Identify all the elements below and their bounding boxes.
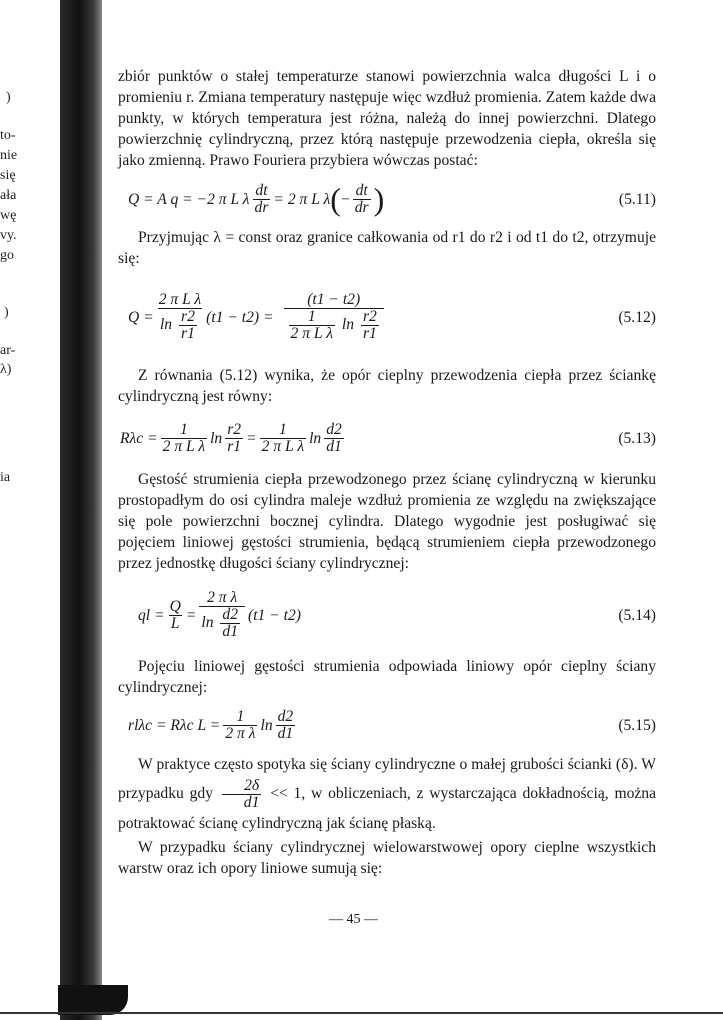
equation-number: (5.12) xyxy=(618,308,656,326)
equation-5-14: ql = $\frac{Q}{L}$ = 2 π λ ln $\frac{d2}{d1}$ (t1 − t2) (5.14) xyxy=(138,589,656,640)
page-bottom-edge xyxy=(0,1012,723,1014)
margin-fragment: ar- xyxy=(0,343,16,358)
equation-5-15: rlλc = Rλc L = $\frac{1}{\text{2 π λ}}$ ln $\frac{d2}{d1}$ (5.15) xyxy=(128,707,656,742)
margin-fragment: ) xyxy=(6,90,11,105)
equation-5-12: Q = 2 π L λ ln $\frac{r2}{r1}$ (t1 − t2) = (t1 − t2) $\frac{1}{\text{2 π L λ}}$ ln $\frac{r2}{r1}$ (5.12) xyxy=(128,291,656,342)
margin-fragment: nie xyxy=(0,148,18,163)
equation-number: (5.11) xyxy=(618,190,656,208)
paragraph: Gęstość strumienia ciepła przewodzonego przez ścianę cylindryczną w kierunku prostopadłym do osi cylindra maleje wzdłuż promienia ze względu na zwiększające się pole powierzchni bocznej cylindra. Dlatego wygodnie jest posługiwać się pojęciem liniowej gęstości strumienia, będącą strumieniem ciepła przewodzonego przez jednostkę długości ściany cylindrycznej: xyxy=(118,471,656,572)
paragraph: W przypadku ściany cylindrycznej wielowarstwowej opory cieplne wszystkich warstw oraz ich opory liniowe sumują się: xyxy=(118,839,656,877)
paragraph: Z równania (5.12) wynika, że opór cieplny przewodzenia ciepła przez ściankę cylindryczną jest równy: xyxy=(118,367,656,405)
equation-number: (5.14) xyxy=(618,606,656,624)
margin-fragment: ia xyxy=(0,470,11,485)
equation-5-13: Rλc = $\frac{1}{\text{2 π L λ}}$ ln $\frac{r2}{r1}$ = $\frac{1}{\text{2 π L λ}}$ ln $\frac{d2}{d1}$ (5.13) xyxy=(120,420,656,455)
book-spine-corner xyxy=(58,985,128,1015)
paragraph: Pojęciu liniowej gęstości strumienia odpowiada liniowy opór cieplny ściany cylindrycznej: xyxy=(118,658,656,696)
equation-number: (5.15) xyxy=(618,716,656,734)
equation-5-11: Q = A q = −2 π L λ $\frac{dt}{dr}$ = 2 π L λ ( − $\frac{dt}{dr}$ ) (5.11) xyxy=(128,181,656,217)
page-number: — 45 — xyxy=(329,912,378,927)
margin-fragment: to- xyxy=(0,128,16,143)
margin-fragment: go xyxy=(0,248,14,263)
page-body xyxy=(118,66,656,879)
paragraph: W praktyce często spotyka się ściany cylindryczne o małej grubości ścianki (δ). W przypadku gdy $\frac{2\delta}{d1}$ << 1, w obliczeniach, z wystarczająca dokładnością, można potraktować ścianę cylindryczną jak ścianę płaską. xyxy=(118,756,657,832)
margin-fragment: vy. xyxy=(0,228,17,243)
margin-fragment: λ) xyxy=(0,362,12,377)
margin-fragment: ) xyxy=(4,305,9,320)
paragraph: zbiór punktów o stałej temperaturze stanowi powierzchnia walca długości L i o promieniu r. Zmiana temperatury następuje więc wzdłuż promienia. Zatem każde dwa punkty, w których temperatura jest różna, należą do innej powierzchni. Dlatego powierzchnię cylindryczną, przez którą następuje przewodzenia ciepła, określa się jako zmienną. Prawo Fouriera przybiera wówczas postać: xyxy=(118,68,656,169)
book-spine-shadow xyxy=(60,0,102,1020)
margin-fragment: się xyxy=(0,168,16,183)
equation-number: (5.13) xyxy=(618,429,656,447)
margin-fragment: wę xyxy=(0,208,17,223)
paragraph: Przyjmując λ = const oraz granice całkowania od r1 do r2 i od t1 do t2, otrzymuje się: xyxy=(118,229,656,267)
margin-fragment: ała xyxy=(0,188,17,203)
